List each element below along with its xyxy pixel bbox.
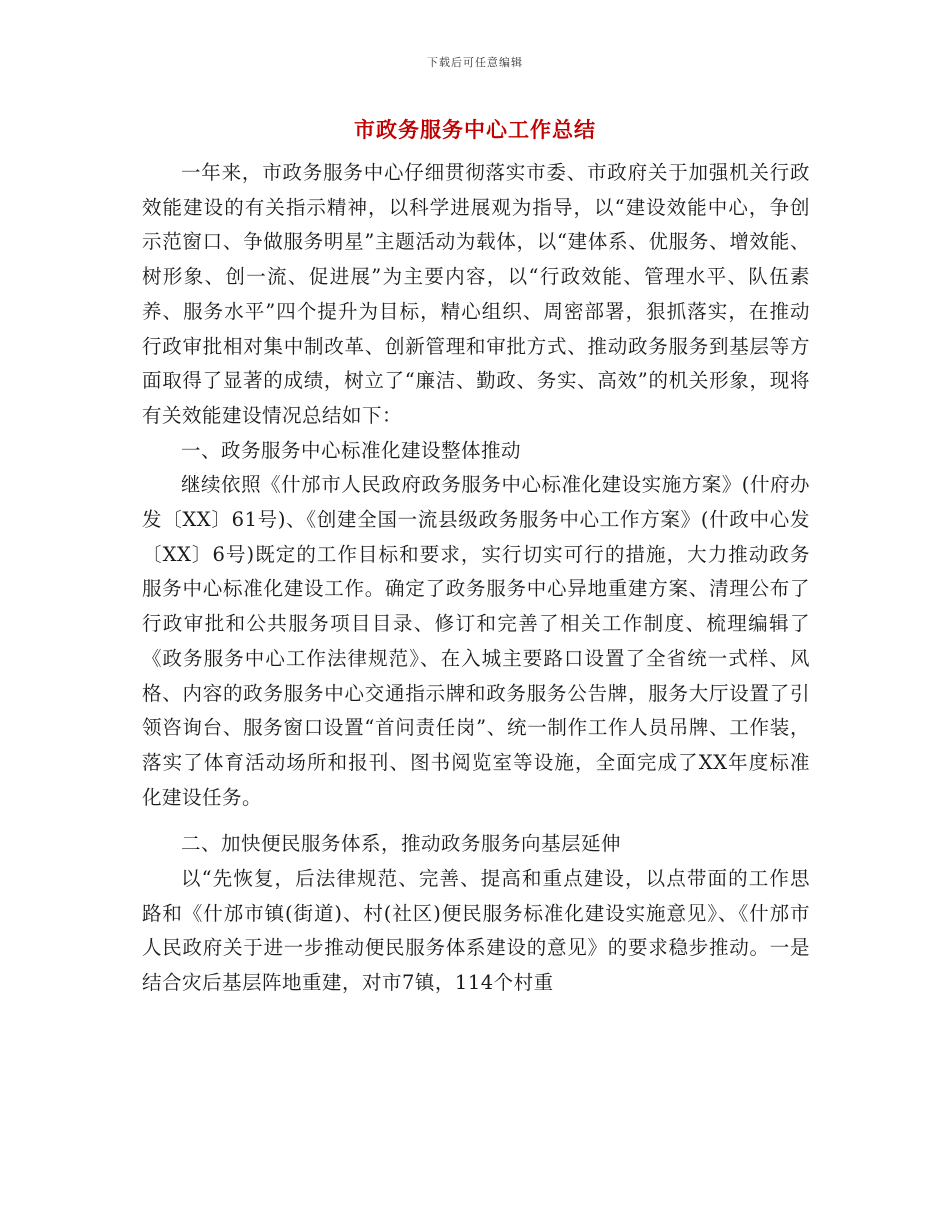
paragraph-section-2: 以“先恢复，后法律规范、完善、提高和重点建设，以点带面的工作思路和《什邡市镇(街道)、村(社区)便民服务标准化建设实施意见》、《什邡市人民政府关于进一步推动便民服务体系建设的意见》的要求稳步推动。一是结合灾后基层阵地重建，对市7镇，114个村重 (142, 867, 810, 995)
paragraph-section-1: 继续依照《什邡市人民政府政务服务中心标准化建设实施方案》(什府办发〔XX〕61号)、《创建全国一流县级政务服务中心工作方案》(什政中心发〔XX〕6号)既定的工作目标和要求，实行切实可行的措施，大力推动政务服务中心标准化建设工作。确定了政务服务中心异地重建方案、清理公布了行政审批和公共服务项目目录、修订和完善了相关工作制度、梳理编辑了《政务服务中心工作法律规范》、在入城主要路口设置了全省统一式样、风格、内容的政务服务中心交通指示牌和政务服务公告牌，服务大厅设置了引领咨询台、服务窗口设置“首问责任岗”、统一制作工作人员吊牌、工作装，落实了体育活动场所和报刊、图书阅览室等设施，全面完成了XX年度标准化建设任务。 (142, 473, 810, 809)
document-body (142, 156, 810, 1001)
page-header-note: 下载后可任意编辑 (427, 56, 523, 69)
section-heading-2: 二、加快便民服务体系，推动政务服务向基层延伸 (181, 832, 622, 856)
section-heading-1: 一、政务服务中心标准化建设整体推动 (181, 438, 522, 462)
paragraph-intro: 一年来，市政务服务中心仔细贯彻落实市委、市政府关于加强机关行政效能建设的有关指示精神，以科学进展观为指导，以“建设效能中心，争创示范窗口、争做服务明星”主题活动为载体，以“建体系、优服务、增效能、树形象、创一流、促进展”为主要内容，以“行政效能、管理水平、队伍素养、服务水平”四个提升为目标，精心组织、周密部署，狠抓落实，在推动行政审批相对集中制改革、创新管理和审批方式、推动政务服务到基层等方面取得了显著的成绩，树立了“廉洁、勤政、务实、高效”的机关形象，现将有关效能建设情况总结如下： (142, 161, 810, 427)
document-title: 市政务服务中心工作总结 (354, 117, 596, 142)
